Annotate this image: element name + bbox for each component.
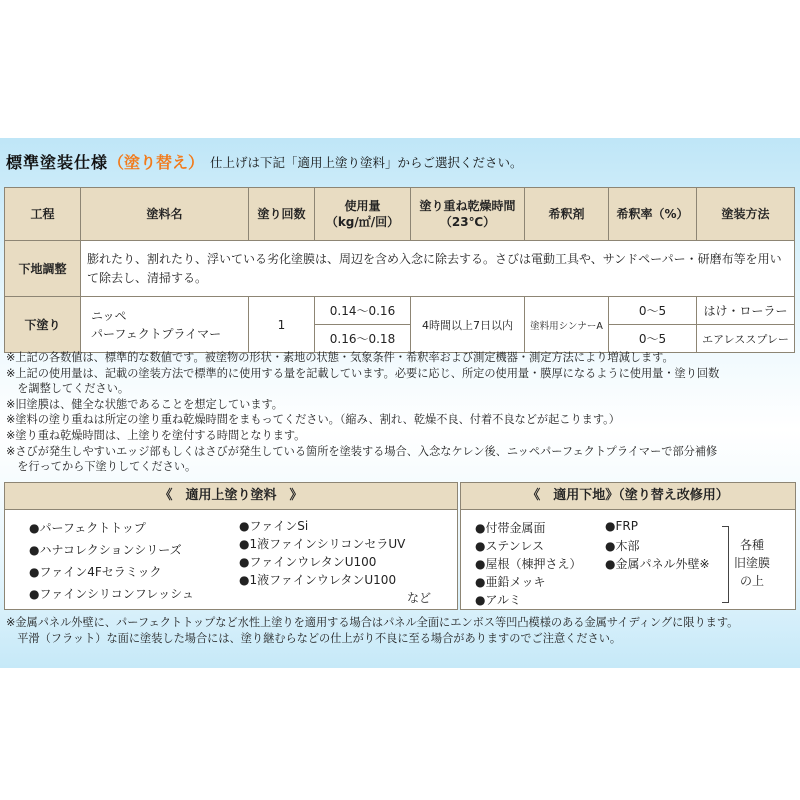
table-row (5, 297, 795, 325)
topcoat-etc: など (407, 591, 432, 605)
side-note-line: 旧塗膜 (734, 556, 771, 570)
topcoat-item: ●1液ファインウレタンU100 (239, 573, 397, 587)
thinner-value: 塗料用シンナーA (525, 297, 609, 353)
page-title-sub: （塗り替え） (108, 153, 205, 172)
footnote-block (6, 615, 796, 647)
side-note-line: 各種 (740, 538, 765, 552)
col-header-ratio: 希釈率（%） (609, 188, 697, 241)
side-note-line: の上 (740, 574, 765, 588)
col-header-step: 工程 (5, 188, 81, 241)
usage-value-2: 0.16〜0.18 (315, 325, 411, 353)
note-line: ※旧塗膜は、健全な状態であることを想定しています。 (6, 397, 283, 411)
topcoat-title: 《 適用上塗り塗料 》 (5, 483, 457, 510)
note-line: ※さびが発生しやすいエッジ部もしくはさびが発生している箇所を塗装する場合、入念なケレン後、ニッペパーフェクトプライマーで部分補修 (6, 444, 718, 458)
note-line: を行ってから下塗りしてください。 (6, 460, 197, 474)
ratio-value-1: 0〜5 (609, 297, 697, 325)
topcoat-item: ●ファインSi (239, 519, 309, 533)
step-prep: 下地調整 (5, 241, 81, 297)
substrate-item: ●アルミ (475, 593, 521, 607)
method-value-1: はけ・ローラー (697, 297, 795, 325)
note-line: ※上記の使用量は、記載の塗装方法で標準的に使用する量を記載しています。必要に応じ、所定の使用量・膜厚になるように使用量・塗り回数 (6, 366, 720, 380)
topcoat-item: ●1液ファインシリコンセラUV (239, 537, 406, 551)
substrate-bracket (722, 526, 729, 603)
substrate-item: ●FRP (605, 519, 638, 533)
topcoat-item: ●パーフェクトトップ (29, 521, 146, 535)
topcoat-item: ●ハナコレクションシリーズ (29, 543, 182, 557)
spec-table (4, 187, 795, 353)
topcoat-box (4, 482, 458, 610)
note-line: を調整してください。 (6, 382, 130, 396)
dry-time: 4時間以上7日以内 (411, 297, 525, 353)
ratio-value-2: 0〜5 (609, 325, 697, 353)
table-header-row (5, 188, 795, 241)
col-header-thinner: 希釈剤 (525, 188, 609, 241)
col-header-dry: 塗り重ね乾燥時間 （23℃） (411, 188, 525, 241)
substrate-side-note (734, 536, 770, 590)
topcoat-item: ●ファイン4Fセラミック (29, 565, 162, 579)
notes-block (6, 350, 796, 475)
page-subtitle: 仕上げは下記「適用上塗り塗料」からご選択ください。 (210, 154, 523, 170)
substrate-item: ●亜鉛メッキ (475, 575, 546, 589)
substrate-item: ●屋根（棟押さえ） (475, 557, 582, 571)
note-line: ※塗り重ね乾燥時間は、上塗りを塗付する時間となります。 (6, 428, 306, 442)
table-row (5, 241, 795, 297)
step-undercoat: 下塗り (5, 297, 81, 353)
topcoat-item: ●ファインシリコンフレッシュ (29, 587, 194, 601)
topcoat-item: ●ファインウレタンU100 (239, 555, 377, 569)
prep-description: 膨れたり、割れたり、浮いている劣化塗膜は、周辺を含め入念に除去する。さびは電動工具や、サンドペーパー・研磨布等を用いて除去し、清掃する。 (81, 241, 795, 297)
page-title: 標準塗装仕様 (6, 153, 109, 172)
coats-value: 1 (249, 297, 315, 353)
note-line: ※上記の各数値は、標準的な数値です。被塗物の形状・素地の状態・気象条件・希釈率および測定機器・測定方法により増減します。 (6, 351, 674, 364)
section-header (6, 150, 523, 173)
paint-name: ニッペ パーフェクトプライマー (81, 297, 249, 353)
substrate-title: 《 適用下地》（塗り替え改修用） (461, 483, 795, 510)
footnote-line: 平滑（フラット）な面に塗装した場合には、塗り継むらなどの仕上がり不良に至る場合がありますのでご注意ください。 (6, 632, 622, 645)
usage-value-1: 0.14〜0.16 (315, 297, 411, 325)
substrate-item: ●付帯金属面 (475, 521, 546, 535)
method-value-2: エアレススプレー (697, 325, 795, 353)
substrate-item: ●金属パネル外壁※ (605, 557, 710, 571)
col-header-paint: 塗料名 (81, 188, 249, 241)
footnote-line: ※金属パネル外壁に、パーフェクトトップなど水性上塗りを適用する場合はパネル全面にエンボス等凹凸模様のある金属サイディングに限ります。 (6, 616, 739, 629)
note-line: ※塗料の塗り重ねは所定の塗り重ね乾燥時間をまもってください。（縮み、割れ、乾燥不良、付着不良などが起こります。） (6, 413, 620, 427)
substrate-item: ●ステンレス (475, 539, 544, 553)
col-header-usage: 使用量 （kg/㎡/回） (315, 188, 411, 241)
substrate-item: ●木部 (605, 539, 640, 553)
col-header-coats: 塗り回数 (249, 188, 315, 241)
col-header-method: 塗装方法 (697, 188, 795, 241)
